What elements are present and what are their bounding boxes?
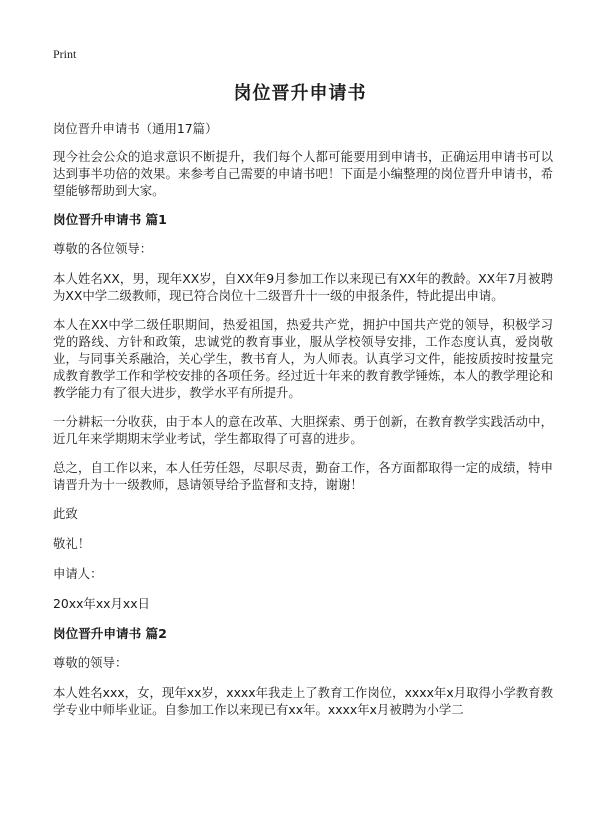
body-paragraph: 本人姓名XX，男，现年XX岁，自XX年9月参加工作以来现已有XX年的教龄。XX年7月被聘为XX中学二级教师，现已符合岗位十二级晋升十一级的申报条件，特此提出申请。 <box>53 271 553 303</box>
section-1 <box>53 211 553 612</box>
document-subtitle: 岗位晋升申请书（通用17篇） <box>53 121 218 136</box>
greeting: 尊敬的领导： <box>53 655 128 670</box>
salute: 敬礼！ <box>53 536 91 551</box>
intro-paragraph: 现今社会公众的追求意识不断提升，我们每个人都可能要用到申请书，正确运用申请书可以达到事半功倍的效果。来参考自己需要的申请书吧！下面是小编整理的岗位晋升申请书，希望能够帮助到大家。 <box>53 149 553 198</box>
body-paragraph: 总之，自工作以来，本人任劳任怨，尽职尽责，勤奋工作，各方面都取得一定的成绩，特申请晋升为十一级教师，恳请领导给予监督和支持，谢谢！ <box>53 460 553 492</box>
applicant-label: 申请人： <box>53 566 103 581</box>
section-heading: 岗位晋升申请书 篇1 <box>53 212 167 227</box>
document-body <box>53 120 553 730</box>
date-line: 20xx年xx月xx日 <box>53 596 150 611</box>
section-2 <box>53 625 553 718</box>
greeting: 尊敬的各位领导： <box>53 241 153 256</box>
body-paragraph: 一分耕耘一分收获，由于本人的意在改革、大胆探索、勇于创新，在教育教学实践活动中，近几年来学期期末学业考试，学生都取得了可喜的进步。 <box>53 414 553 446</box>
section-heading: 岗位晋升申请书 篇2 <box>53 626 167 641</box>
closing: 此致 <box>53 506 78 521</box>
body-paragraph: 本人在XX中学二级任职期间，热爱祖国，热爱共产党，拥护中国共产党的领导，积极学习党的路线、方针和政策，忠诚党的教育事业，服从学校领导安排，工作态度认真，爱岗敬业，与同事关系融洽，关心学生，教书育人，为人师表。认真学习文件，能按质按时按量完成教育教学工作和学校安排的各项任务。经过近十年来的教育教学锤炼，本人的教学理论和教学能力有了很大进步，教学水平有所提升。 <box>53 317 553 400</box>
print-link[interactable]: Print <box>53 47 77 61</box>
body-paragraph: 本人姓名xxx，女，现年xx岁，xxxx年我走上了教育工作岗位，xxxx年x月取得小学教育教学专业中师毕业证。自参加工作以来现已有xx年。xxxx年x月被聘为小学二 <box>53 685 553 717</box>
page-title: 岗位晋升申请书 <box>233 83 367 104</box>
